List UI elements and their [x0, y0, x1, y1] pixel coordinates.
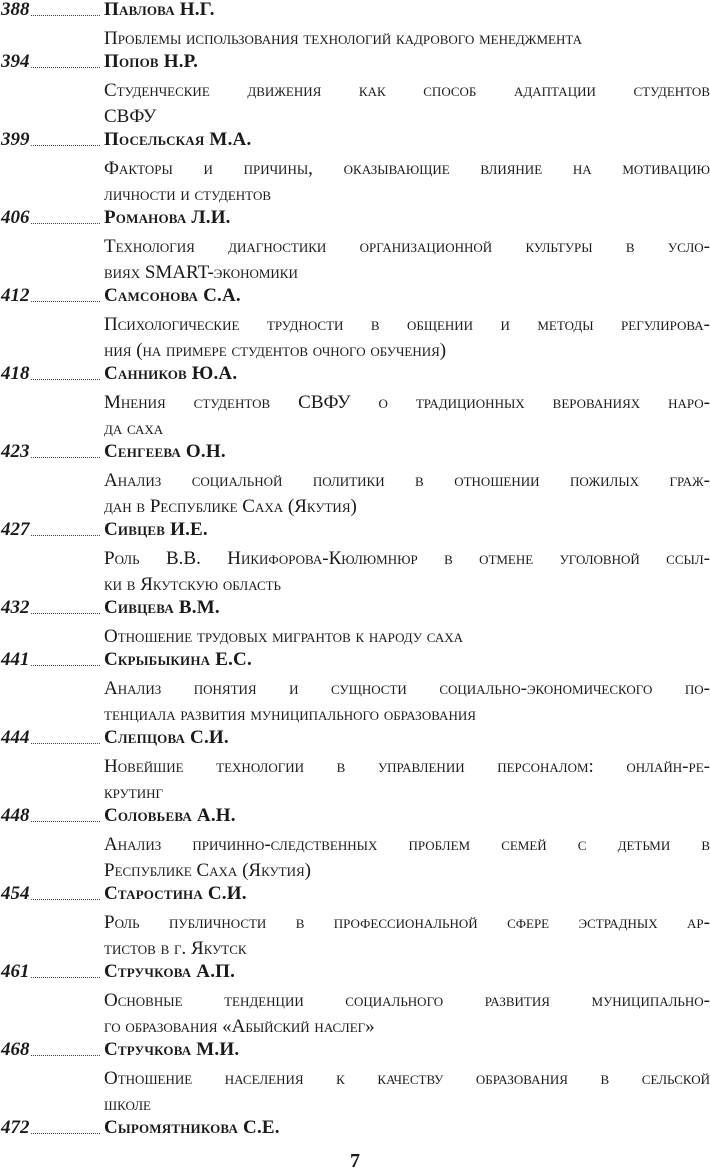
toc-title-line: школе — [104, 1094, 151, 1115]
toc-entry — [0, 0, 710, 52]
toc-page-number: 432 — [1, 597, 30, 618]
toc-title-line: ки в Якутскую область — [104, 574, 282, 595]
toc-entry-header — [0, 598, 710, 624]
toc-title — [104, 754, 710, 806]
toc-title-line: тистов в г. Якутск — [104, 938, 247, 959]
toc-author: Скрыбыкина Е.С. — [104, 649, 252, 670]
toc-title — [104, 234, 710, 286]
toc-entry — [0, 728, 710, 806]
dotted-leader — [31, 977, 100, 978]
toc-entry — [0, 1040, 710, 1118]
toc-title-line: крутинг — [104, 782, 164, 803]
toc-author: Стручкова М.И. — [104, 1039, 240, 1060]
toc-author: Самсонова С.А. — [104, 285, 241, 306]
toc-title — [104, 312, 710, 364]
toc-entry — [0, 442, 710, 520]
dotted-leader — [31, 145, 100, 146]
toc-entry-header — [0, 728, 710, 754]
toc-author: Сыромятникова С.Е. — [104, 1117, 280, 1138]
toc-title-line: Отношение трудовых мигрантов к народу саха — [104, 626, 463, 647]
toc-title-line: ния (на примере студентов очного обучения) — [104, 340, 447, 361]
toc-title-line: го образования «Абыйский наслег» — [104, 1016, 375, 1037]
dotted-leader — [31, 613, 100, 614]
toc-page-number: 454 — [1, 883, 30, 904]
toc-entry — [0, 598, 710, 650]
toc-page-number: 423 — [1, 441, 30, 462]
toc-title-line: Проблемы использования технологий кадрового менеджмента — [104, 28, 583, 49]
toc-entry-header — [0, 884, 710, 910]
toc-title-line: Психологические трудности в общении и методы регулирова- — [104, 314, 710, 335]
toc-entry-header — [0, 0, 710, 26]
toc-page-number: 406 — [1, 207, 30, 228]
toc-title-line: Основные тенденции социального развития муниципально- — [104, 990, 710, 1011]
toc-page-number: 412 — [1, 285, 30, 306]
toc-title — [104, 1066, 710, 1118]
toc-page-number: 444 — [1, 727, 30, 748]
dotted-leader — [31, 743, 100, 744]
toc-author: Слепцова С.И. — [104, 727, 229, 748]
toc-page-number: 448 — [1, 805, 30, 826]
toc-entry-header — [0, 650, 710, 676]
toc-author: Старостина С.И. — [104, 883, 247, 904]
dotted-leader — [31, 223, 100, 224]
toc-page-number: 472 — [1, 1117, 30, 1138]
toc-page-number: 461 — [1, 961, 30, 982]
toc-entry-header — [0, 520, 710, 546]
dotted-leader — [31, 379, 100, 380]
toc-author: Сивцев И.Е. — [104, 519, 208, 540]
toc-author: Романова Л.И. — [104, 207, 231, 228]
dotted-leader — [31, 1133, 100, 1134]
page-number: 7 — [350, 1150, 360, 1172]
dotted-leader — [31, 899, 100, 900]
toc-title-line: СВФУ — [104, 106, 157, 127]
toc-title-line: Роль публичности в профессиональной сфере эстрадных ар- — [104, 912, 710, 933]
toc-page-number: 441 — [1, 649, 30, 670]
toc-author: Попов Н.Р. — [104, 51, 199, 72]
toc-title-line: Студенческие движения как способ адаптации студентов — [104, 80, 710, 101]
toc-title-line: личности и студентов — [104, 184, 272, 205]
toc-title-line: Республике Саха (Якутия) — [104, 860, 312, 881]
toc-title-line: виях SMART-экономики — [104, 262, 298, 283]
toc-title — [104, 156, 710, 208]
toc-entry — [0, 52, 710, 130]
toc-title-line: да саха — [104, 418, 164, 439]
toc-entry-header — [0, 130, 710, 156]
dotted-leader — [31, 15, 100, 16]
toc-author: Соловьева А.Н. — [104, 805, 236, 826]
toc-page-number: 388 — [1, 0, 30, 20]
toc-page-number: 468 — [1, 1039, 30, 1060]
toc-entry-header — [0, 52, 710, 78]
toc-title — [104, 26, 710, 52]
toc-entry-header — [0, 962, 710, 988]
toc-author: Стручкова А.П. — [104, 961, 236, 982]
toc-title-line: дан в Республике Саха (Якутия) — [104, 496, 357, 517]
toc-entry — [0, 884, 710, 962]
toc-title — [104, 390, 710, 442]
toc-author: Санников Ю.А. — [104, 363, 238, 384]
toc-title — [104, 78, 710, 130]
toc-title-line: Роль В.В. Никифорова-Кюлюмнюр в отмене уголовной ссыл- — [104, 548, 710, 569]
dotted-leader — [31, 457, 100, 458]
toc-author: Павлова Н.Г. — [104, 0, 215, 20]
toc-page-number: 394 — [1, 51, 30, 72]
toc-entry — [0, 650, 710, 728]
toc-title-line: Анализ причинно-следственных проблем семей с детьми в — [104, 834, 710, 855]
toc-entry-header — [0, 1118, 710, 1144]
dotted-leader — [31, 301, 100, 302]
toc-entry — [0, 208, 710, 286]
toc-title-line: Отношение населения к качеству образования в сельской — [104, 1068, 710, 1089]
toc-title-line: Мнения студентов СВФУ о традиционных верованиях наро- — [104, 392, 710, 413]
toc-entry — [0, 806, 710, 884]
toc-author: Сенгеева О.Н. — [104, 441, 226, 462]
dotted-leader — [31, 665, 100, 666]
dotted-leader — [31, 535, 100, 536]
toc-entry-header — [0, 286, 710, 312]
toc-title-line: Факторы и причины, оказывающие влияние на мотивацию — [104, 158, 710, 179]
dotted-leader — [31, 821, 100, 822]
toc-page-number: 399 — [1, 129, 30, 150]
toc-title — [104, 546, 710, 598]
toc-entry — [0, 130, 710, 208]
toc-author: Посельская М.А. — [104, 129, 252, 150]
toc-author: Сивцева В.М. — [104, 597, 220, 618]
toc-entry-header — [0, 364, 710, 390]
toc-title — [104, 624, 710, 650]
dotted-leader — [31, 67, 100, 68]
toc-title-line: Технология диагностики организационной культуры в усло- — [104, 236, 710, 257]
toc-page-number: 418 — [1, 363, 30, 384]
toc-title-line: Анализ социальной политики в отношении пожилых граж- — [104, 470, 710, 491]
toc-entry-header — [0, 806, 710, 832]
toc-title-line: Новейшие технологии в управлении персоналом: онлайн-ре- — [104, 756, 710, 777]
toc-entry — [0, 364, 710, 442]
toc-entry-header — [0, 1040, 710, 1066]
toc-title — [104, 468, 710, 520]
toc-entry — [0, 520, 710, 598]
toc-page-number: 427 — [1, 519, 30, 540]
toc-entry — [0, 962, 710, 1040]
toc-title — [104, 910, 710, 962]
toc-entry — [0, 1118, 710, 1144]
toc-title — [104, 676, 710, 728]
toc-title-line: тенциала развития муниципального образования — [104, 704, 476, 725]
toc-entry — [0, 286, 710, 364]
toc-entry-header — [0, 442, 710, 468]
toc-title — [104, 832, 710, 884]
toc-title — [104, 988, 710, 1040]
dotted-leader — [31, 1055, 100, 1056]
toc-title-line: Анализ понятия и сущности социально-экономического по- — [104, 678, 710, 699]
toc-entry-header — [0, 208, 710, 234]
